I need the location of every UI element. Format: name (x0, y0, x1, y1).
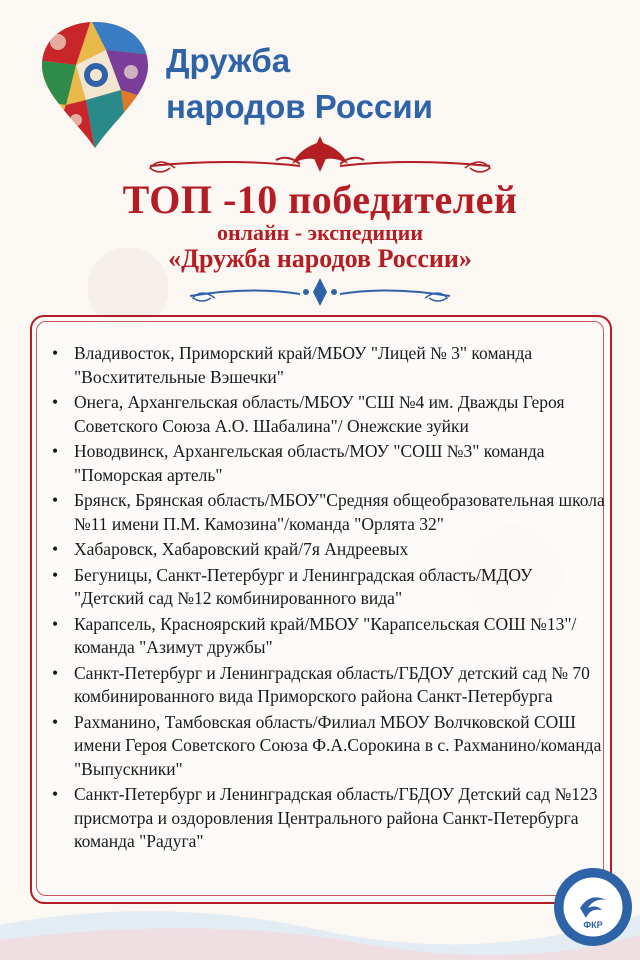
top-ornament-icon (0, 128, 640, 176)
brand-line-1: Дружба (166, 42, 291, 79)
bullet: • (52, 784, 59, 804)
bottom-ornament-icon (0, 274, 640, 310)
bullet: • (52, 539, 59, 559)
brand-title (166, 38, 433, 130)
list-item (40, 613, 605, 660)
brand-line-2: народов России (166, 88, 433, 125)
fkr-badge-icon (552, 866, 634, 948)
list-item (40, 342, 605, 389)
bullet: • (52, 564, 59, 585)
bullet: • (52, 441, 59, 461)
winners-list (40, 342, 605, 856)
list-item-text: Санкт-Петербург и Ленинградская область/ГБДОУ Детский сад №123 присмотра и оздоровления Центрального района Санкт-Петербурга команда "Радуга" (74, 784, 598, 851)
list-item (40, 440, 605, 487)
bullet: • (52, 711, 59, 732)
list-item-text: Санкт-Петербург и Ленинградская область/ГБДОУ детский сад № 70 комбинированного вида Приморского района Санкт-Петербурга (74, 662, 590, 706)
bullet: • (52, 392, 59, 412)
list-item (40, 391, 605, 438)
list-item-text: Новодвинск, Архангельская область/МОУ "СОШ №3" команда "Поморская артель" (74, 441, 545, 485)
list-item-text: Владивосток, Приморский край/МБОУ "Лицей № 3" команда "Восхитительные Вэшечки" (74, 343, 533, 387)
list-item (40, 711, 605, 782)
list-item (40, 783, 605, 854)
bullet: • (52, 662, 59, 683)
page-subtitle: онлайн - экспедиции (216, 220, 424, 245)
fkr-badge-label: ФКР (583, 920, 603, 930)
page-title: ТОП -10 победителей (122, 177, 518, 222)
bottom-wave-decoration (0, 885, 640, 960)
list-item-text: Онега, Архангельская область/МБОУ "СШ №4 им. Дважды Героя Советского Союза А.О. Шабалина"/ Онежские зуйки (74, 392, 565, 436)
list-item (40, 538, 605, 562)
list-item (40, 489, 605, 536)
page-subtitle-quoted: «Дружба народов России» (168, 244, 472, 273)
bullet: • (52, 343, 59, 363)
list-item (40, 662, 605, 709)
list-item-text: Брянск, Брянская область/МБОУ"Средняя общеобразовательная школа №11 имени П.М. Камозина"/команда "Орлята 32" (74, 490, 605, 534)
bullet: • (52, 613, 59, 634)
bullet: • (52, 490, 59, 510)
list-item-text: Хабаровск, Хабаровский край/7я Андреевых (74, 539, 409, 559)
list-item-text: Бегуницы, Санкт-Петербург и Ленинградская область/МДОУ "Детский сад №12 комбинированного вида" (74, 564, 533, 608)
list-item (40, 564, 605, 611)
list-item-text: Карапсель, Красноярский край/МБОУ "Карапсельская СОШ №13"/команда "Азимут дружбы" (74, 613, 577, 657)
list-item-text: Рахманино, Тамбовская область/Филиал МБОУ Волчковской СОШ имени Героя Советского Союза Ф.А.Сорокина в с. Рахманино/команда "Выпускники" (74, 711, 602, 779)
